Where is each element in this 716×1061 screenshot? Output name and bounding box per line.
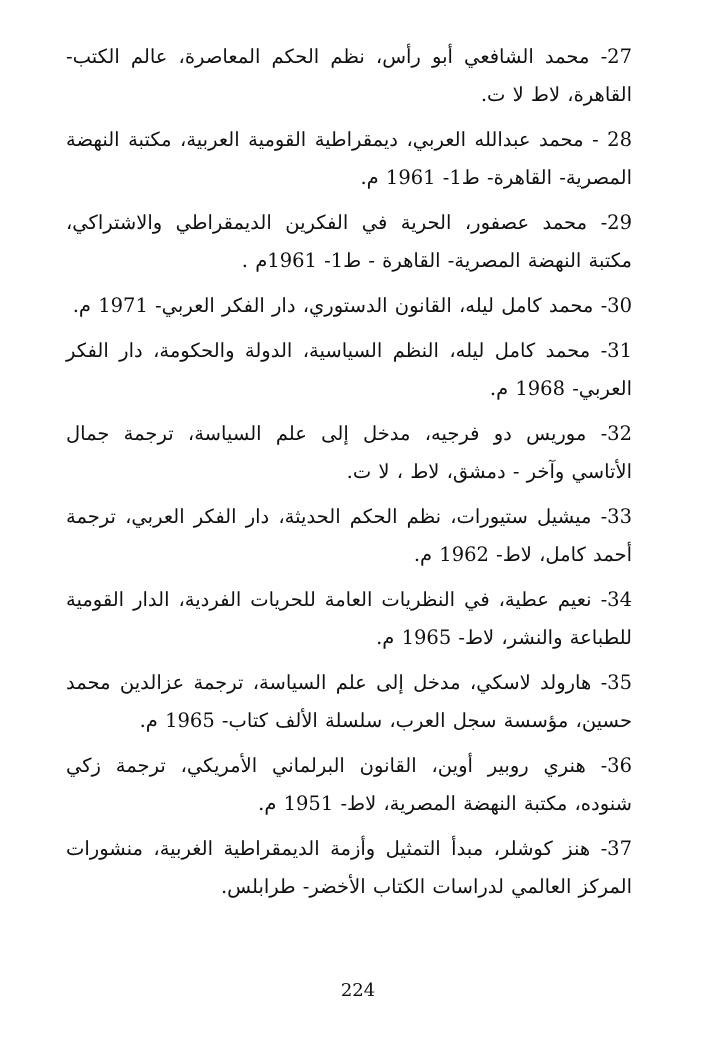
bibliography-entry-32 [66,415,632,491]
bibliography-entry-text: 37- هنز كوشلر، مبدأ التمثيل وأزمة الديمقراطية الغربية، منشورات المركز العالمي لدراسات الكتاب الأخضر- طرابلس. [66,837,632,898]
bibliography-entry-text: 27- محمد الشافعي أبو رأس، نظم الحكم المعاصرة، عالم الكتب- القاهرة، لاط لا ت. [66,45,632,106]
bibliography-entry-text: 32- موريس دو فرجيه، مدخل إلى علم السياسة، ترجمة جمال الأتاسي وآخر - دمشق، لاط ، لا ت. [66,422,632,483]
bibliography-entry-37 [66,830,632,906]
bibliography-entry-text: 35- هارولد لاسكي، مدخل إلى علم السياسة، ترجمة عزالدين محمد حسين، مؤسسة سجل العرب، سلسلة الألف كتاب- 1965 م. [66,671,632,732]
bibliography-entry-text: 29- محمد عصفور، الحرية في الفكرين الديمقراطي والاشتراكي، مكتبة النهضة المصرية- القاهرة - ط1- 1961م . [66,211,632,272]
bibliography-entry-33 [66,498,632,574]
bibliography-entry-text: 31- محمد كامل ليله، النظم السياسية، الدولة والحكومة، دار الفكر العربي- 1968 م. [66,339,632,400]
bibliography-entry-34 [66,581,632,657]
bibliography-entry-text: 28 - محمد عبدالله العربي، ديمقراطية القومية العربية، مكتبة النهضة المصرية- القاهرة- ط1- 1961 م. [66,128,632,189]
bibliography-entry-text: 36- هنري روبير أوين، القانون البرلماني الأمريكي، ترجمة زكي شنوده، مكتبة النهضة المصرية، لاط- 1951 م. [66,754,632,815]
bibliography-entry-27 [66,38,632,114]
page-number: 224 [340,980,376,1001]
bibliography-entry-text: 30- محمد كامل ليله، القانون الدستوري، دار الفكر العربي- 1971 م. [72,294,632,317]
bibliography-entry-text: 33- ميشيل ستيورات، نظم الحكم الحديثة، دار الفكر العربي، ترجمة أحمد كامل، لاط- 1962 م. [66,505,632,566]
bibliography-entry-35 [66,664,632,740]
bibliography-entry-text: 34- نعيم عطية، في النظريات العامة للحريات الفردية، الدار القومية للطباعة والنشر، لاط- 1965 م. [66,588,632,649]
bibliography-entry-31 [66,332,632,408]
bibliography-entry-30 [66,287,632,325]
bibliography-list [66,38,632,913]
bibliography-entry-29 [66,204,632,280]
bibliography-entry-36 [66,747,632,823]
bibliography-entry-28 [66,121,632,197]
